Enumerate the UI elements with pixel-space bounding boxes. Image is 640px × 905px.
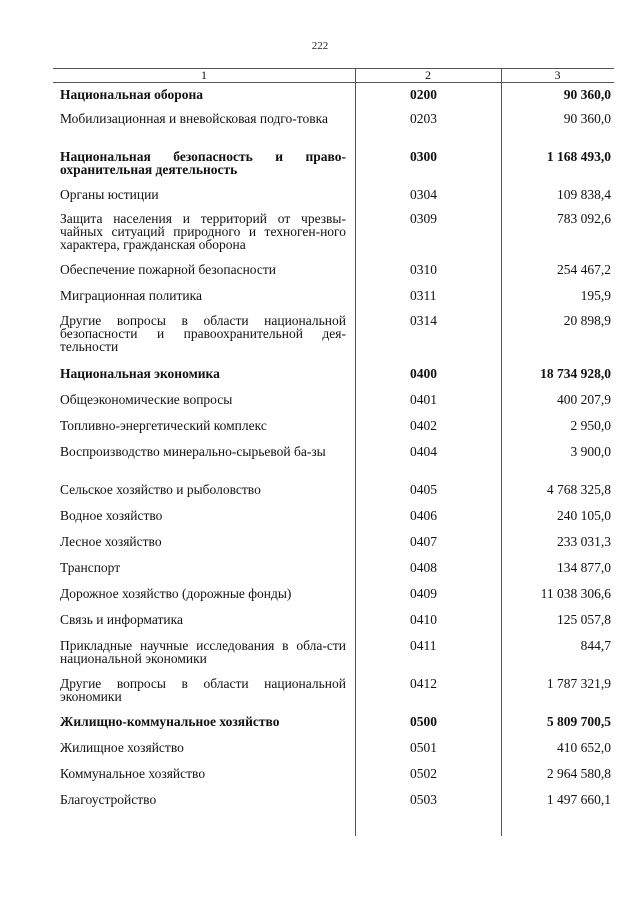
row-name: Общеэкономические вопросы — [60, 392, 233, 407]
row-amount: 134 877,0 — [557, 560, 611, 575]
row-code: 0410 — [410, 612, 437, 627]
row-name: Благоустройство — [60, 792, 157, 807]
row-code: 0404 — [410, 444, 437, 459]
row-amount: 109 838,4 — [557, 187, 611, 202]
row-name: Лесное хозяйство — [60, 534, 162, 549]
row-amount: 410 652,0 — [557, 740, 611, 755]
row-code: 0304 — [410, 187, 437, 202]
budget-table — [53, 68, 614, 836]
row-code: 0309 — [410, 211, 437, 226]
row-name: Коммунальное хозяйство — [60, 766, 206, 781]
row-code: 0402 — [410, 418, 437, 433]
row-name: Национальная экономика — [60, 366, 220, 381]
row-name: Прикладные научные исследования в обла-сти национальной экономики — [60, 638, 346, 666]
row-code: 0406 — [410, 508, 437, 523]
row-name: Водное хозяйство — [60, 508, 163, 523]
header-col-1: 1 — [201, 68, 207, 82]
row-code: 0310 — [410, 262, 437, 277]
row-amount: 125 057,8 — [557, 612, 611, 627]
row-amount: 3 900,0 — [570, 444, 611, 459]
row-name: Обеспечение пожарной безопасности — [60, 262, 277, 277]
row-name: Транспорт — [60, 560, 121, 575]
row-amount: 400 207,9 — [557, 392, 611, 407]
row-code: 0411 — [410, 638, 437, 653]
row-amount: 11 038 306,6 — [540, 586, 611, 601]
row-amount: 18 734 928,0 — [540, 366, 611, 381]
row-name: Воспроизводство минерально-сырьевой ба-зы — [60, 444, 326, 459]
row-name: Дорожное хозяйство (дорожные фонды) — [60, 586, 292, 601]
row-code: 0409 — [410, 586, 437, 601]
row-code: 0500 — [410, 714, 437, 729]
row-code: 0502 — [410, 766, 437, 781]
row-name: Национальная безопасность и право-охранительная деятельность — [60, 149, 346, 177]
row-name: Национальная оборона — [60, 87, 203, 102]
page-number: 222 — [311, 40, 329, 52]
row-name: Связь и информатика — [60, 612, 183, 627]
row-code: 0501 — [410, 740, 437, 755]
row-name: Жилищно-коммунальное хозяйство — [60, 714, 280, 729]
row-amount: 90 360,0 — [563, 111, 611, 126]
row-name: Жилищное хозяйство — [60, 740, 184, 755]
row-code: 0401 — [410, 392, 437, 407]
row-amount: 2 950,0 — [570, 418, 611, 433]
column-divider-1 — [355, 68, 356, 836]
header-col-3: 3 — [554, 68, 561, 82]
row-name: Топливно-энергетический комплекс — [60, 418, 267, 433]
row-name: Органы юстиции — [60, 187, 159, 202]
row-code: 0503 — [410, 792, 437, 807]
row-name: Другие вопросы в области национальной безопасности и правоохранительной дея-тельности — [60, 313, 346, 354]
row-code: 0412 — [410, 676, 437, 691]
row-code: 0407 — [410, 534, 437, 549]
row-code: 0405 — [410, 482, 437, 497]
row-amount: 233 031,3 — [557, 534, 611, 549]
header-col-2: 2 — [425, 68, 431, 82]
row-name: Другие вопросы в области национальной экономики — [60, 676, 346, 704]
row-code: 0200 — [410, 87, 437, 102]
row-amount: 1 787 321,9 — [546, 676, 611, 691]
row-amount: 1 168 493,0 — [546, 149, 611, 164]
row-name: Миграционная политика — [60, 288, 202, 303]
row-amount: 90 360,0 — [563, 87, 611, 102]
row-code: 0203 — [410, 111, 437, 126]
row-name: Сельское хозяйство и рыболовство — [60, 482, 261, 497]
row-code: 0311 — [410, 288, 437, 303]
row-amount: 240 105,0 — [557, 508, 611, 523]
row-code: 0400 — [410, 366, 437, 381]
row-amount: 5 809 700,5 — [546, 714, 611, 729]
header-bottom-border — [53, 82, 614, 83]
row-amount: 254 467,2 — [557, 262, 611, 277]
row-amount: 20 898,9 — [563, 313, 611, 328]
row-code: 0300 — [410, 149, 437, 164]
row-code: 0408 — [410, 560, 437, 575]
table-header-row — [53, 68, 614, 82]
row-amount: 195,9 — [580, 288, 611, 303]
row-code: 0314 — [410, 313, 437, 328]
row-amount: 783 092,6 — [557, 211, 611, 226]
row-amount: 2 964 580,8 — [546, 766, 611, 781]
row-amount: 1 497 660,1 — [546, 792, 611, 807]
row-amount: 844,7 — [580, 638, 611, 653]
row-amount: 4 768 325,8 — [546, 482, 611, 497]
row-name: Защита населения и территорий от чрезвы-чайных ситуаций природного и техноген-ного характера, гражданская оборона — [60, 211, 346, 252]
row-name: Мобилизационная и вневойсковая подго-товка — [60, 111, 328, 126]
